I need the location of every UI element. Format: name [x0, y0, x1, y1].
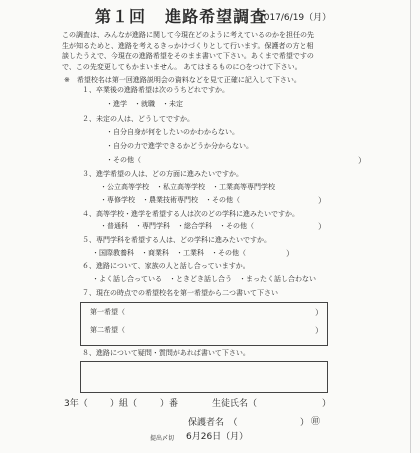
title-prefix: 第１回 [95, 7, 147, 26]
question-5: ５、専門学科を希望する人は、どの学科に進みたいですか。 [82, 236, 271, 244]
paren-close: ） [322, 399, 332, 409]
paren-close: ） [286, 249, 294, 258]
student-name-field[interactable]: 生徒氏名（ [212, 399, 258, 409]
paren-close: ） [315, 308, 323, 317]
guardian-name-field[interactable]: 保護者名 （ [188, 418, 238, 428]
number-field[interactable]: ）番 [160, 399, 179, 409]
question-3: ３、進学希望の人は、どの方面に進みたいですか。 [82, 170, 243, 178]
first-choice-label[interactable]: 第一希望（ [90, 308, 125, 316]
question-3-options-row2[interactable]: ・専修学校 ・農業技術専門校 ・その他（ [100, 196, 240, 204]
page-title: 進路希望調査 [165, 7, 268, 26]
second-choice-label[interactable]: 第二希望（ [90, 326, 125, 334]
paren-close: ） [315, 326, 323, 335]
question-2-option[interactable]: ・自分の力で進学できるかどうか分からない。 [106, 142, 253, 150]
question-6-options[interactable]: ・よく話し合っている ・ときどき話し合う ・まったく話し合わない [92, 275, 316, 283]
questions-box[interactable] [80, 361, 328, 393]
question-2-option[interactable]: ・自分自身が何をしたいのかわからない。 [106, 128, 239, 136]
survey-date: 2017/6/19（月） [258, 13, 332, 23]
deadline-date: 6月26日（月） [186, 432, 249, 442]
question-2-option-other[interactable]: ・その他（ [106, 156, 141, 164]
question-4-options[interactable]: ・普通科 ・専門学科 ・総合学科 ・その他（ [100, 222, 254, 230]
intro-paragraph [62, 30, 314, 72]
question-2: ２、未定の人は、どうしてですか。 [82, 115, 194, 123]
class-field[interactable]: ）組（ [110, 399, 138, 409]
intro-line: で、この先変更してもかまいません。 あてはまるものに○をつけて下さい。 [62, 62, 302, 71]
paren-close: ） [318, 222, 326, 231]
intro-line: この調査は、みんなが進路に関して今現在どのように考えているのかを担任の先 [62, 31, 314, 39]
note-text: ※ 希望校名は第一回進路説明会の資料などを見て正確に記入して下さい。 [64, 76, 301, 84]
seal-icon: ㊞ [311, 417, 321, 427]
intro-line: 談したうえで、今現在の進路希望をそのまま書いて下さい。あくまで希望ですの [62, 52, 314, 60]
intro-line: 生が知るためと、進路を考えるきっかけづくりとして行います。保護者の方と相 [62, 41, 314, 50]
paren-close: ） [358, 156, 366, 165]
question-5-options[interactable]: ・国際教養科 ・商業科 ・工業科 ・その他（ [92, 249, 246, 257]
paren-close: ） [300, 418, 310, 428]
question-4: ４、高等学校・進学を希望する人は次のどの学科に進みたいですか。 [82, 210, 299, 218]
paren-close: ） [318, 196, 326, 205]
title-row [95, 4, 267, 27]
page-fold-shadow [410, 0, 411, 453]
question-6: ６、進路について、家族の人と話し合っていますか。 [82, 262, 250, 270]
question-8: ８、進路について疑問・質問があれば書いて下さい。 [82, 349, 250, 357]
question-1: １、卒業後の進路希望は次のうちどれですか。 [82, 86, 229, 94]
deadline-label: 提出〆切 [150, 435, 175, 442]
question-1-options[interactable]: ・進学 ・就職 ・未定 [106, 100, 183, 108]
question-3-options-row1[interactable]: ・公立高等学校 ・私立高等学校 ・工業高等専門学校 [100, 183, 275, 191]
question-7: ７、現在の時点での希望校名を第一希望から二つ書いて下さい [82, 289, 278, 297]
grade-field[interactable]: 3年（ [64, 399, 88, 409]
